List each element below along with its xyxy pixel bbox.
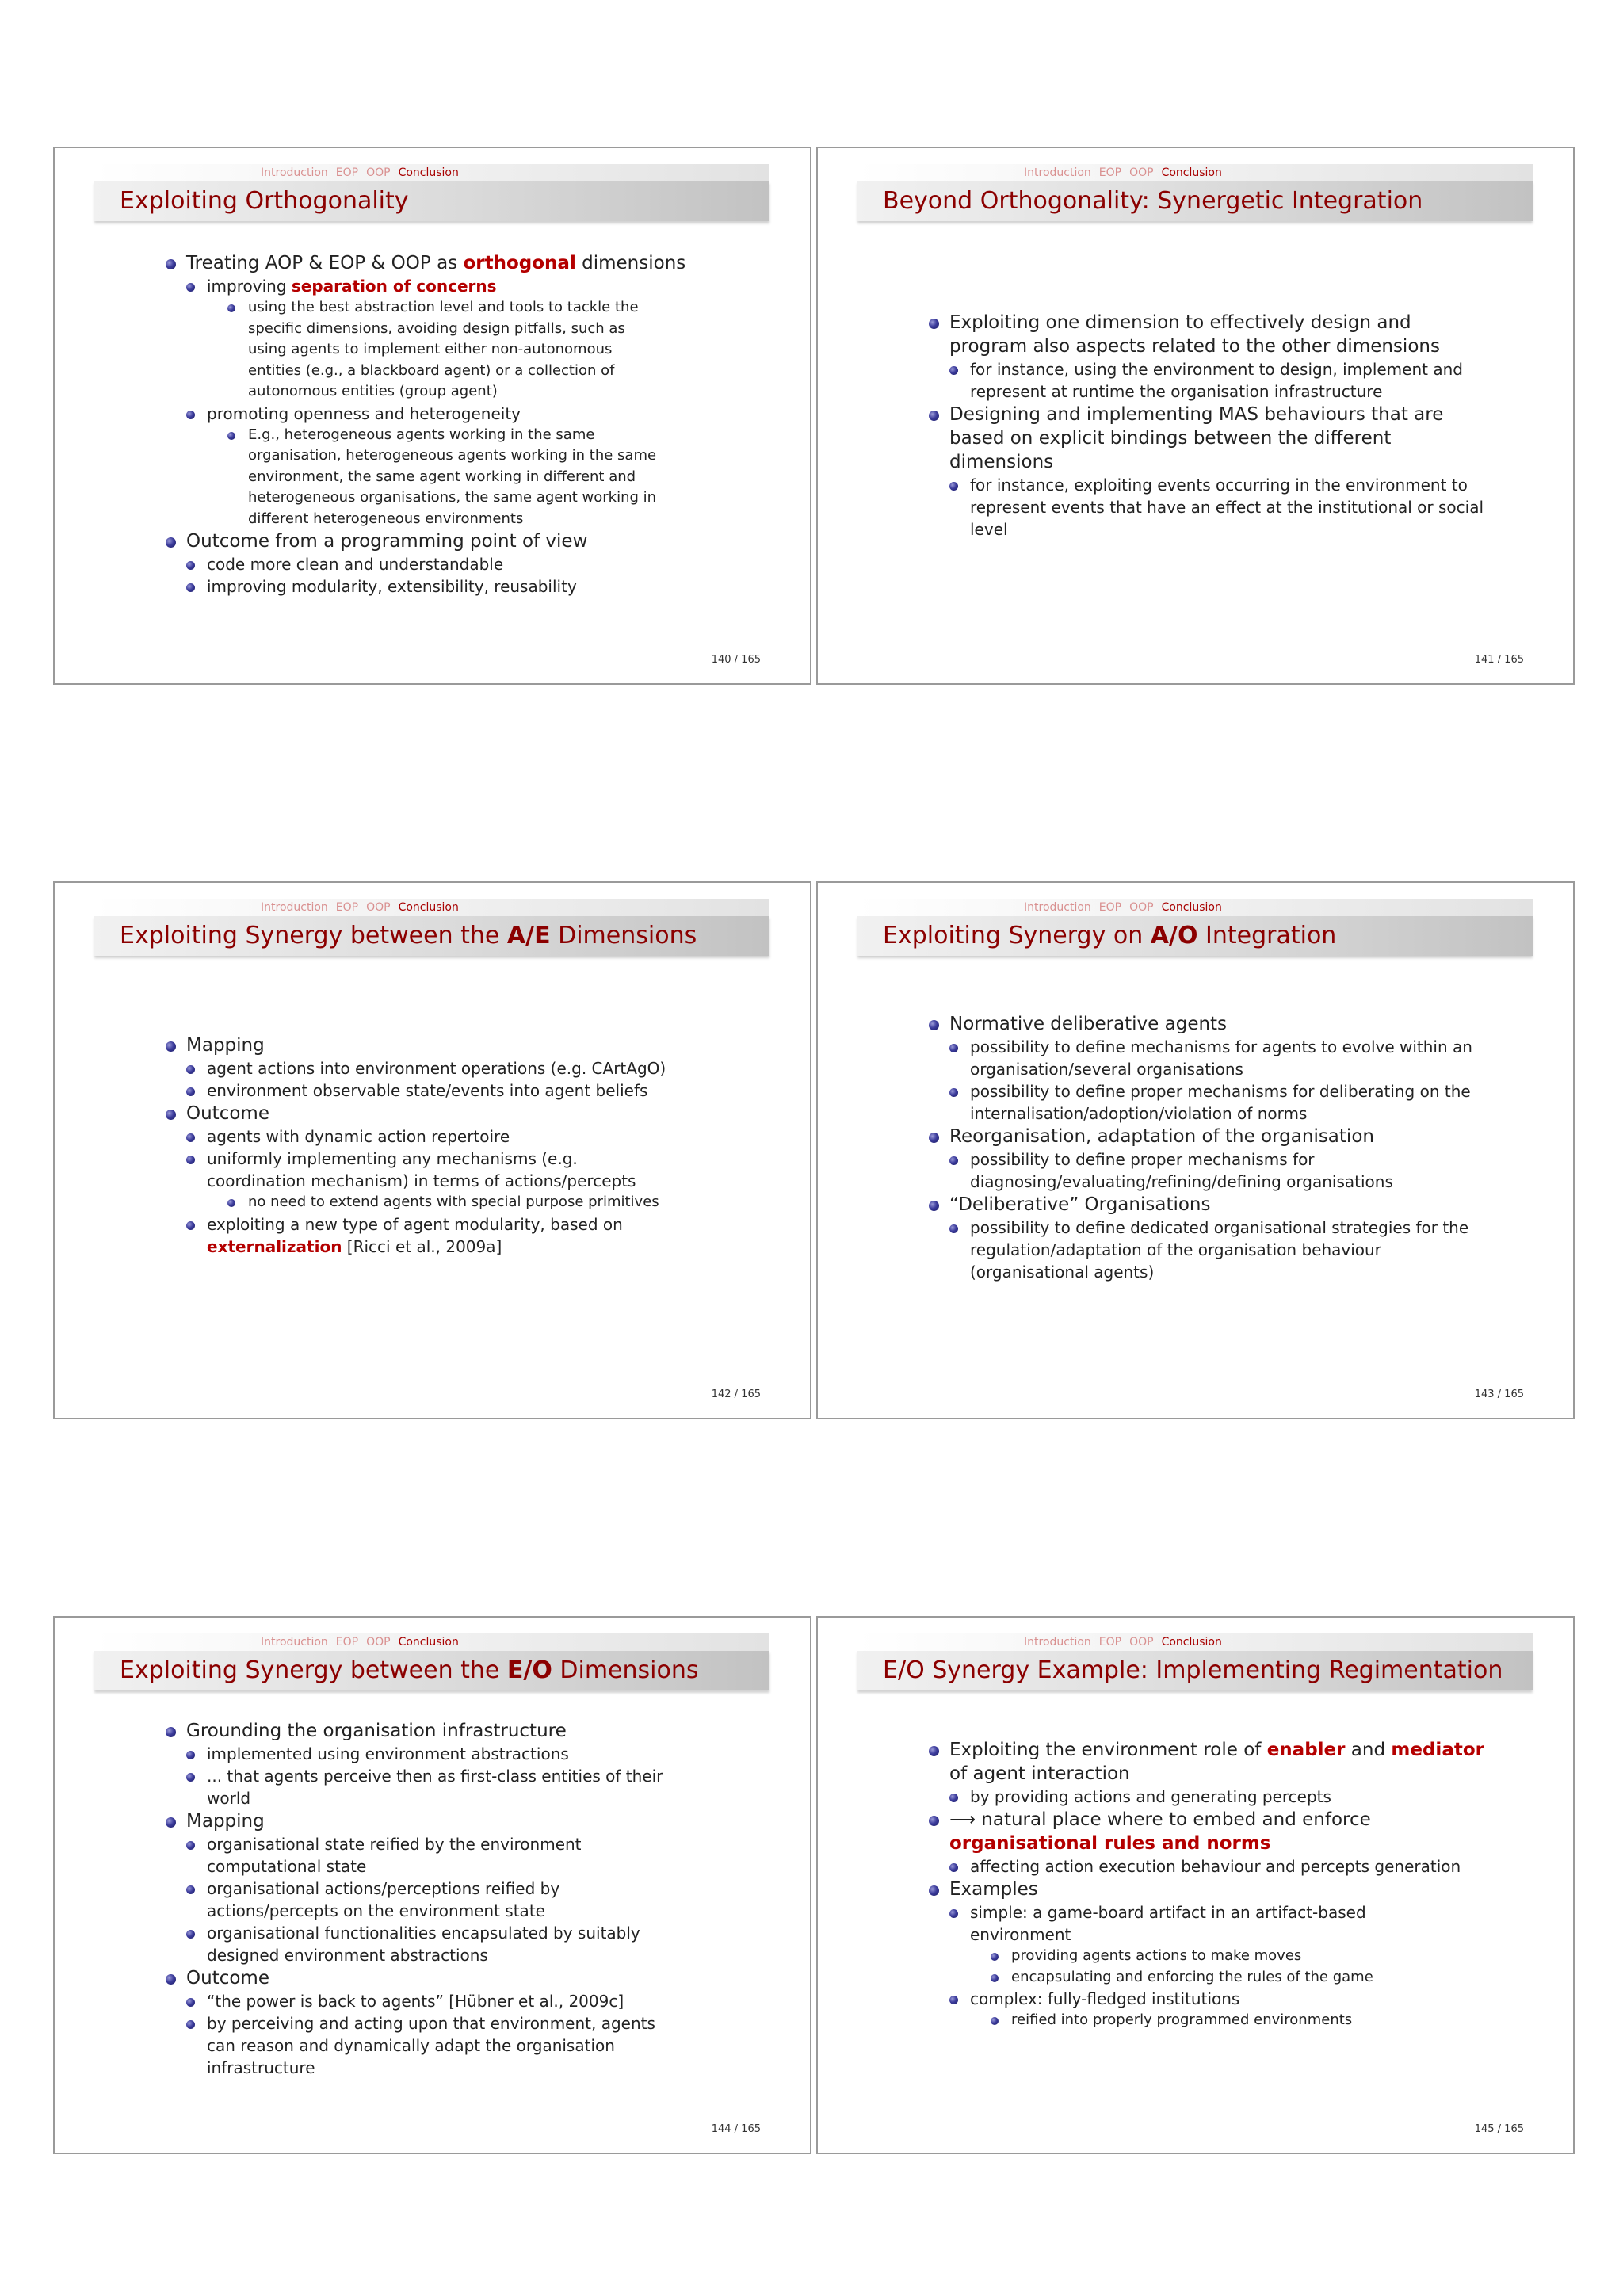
sub-bullet: possibility to define proper mechanisms for deliberating on the internalisation/adoption/violation of norms	[929, 1080, 1491, 1125]
slide-title: Exploiting Orthogonality	[120, 187, 409, 215]
sub-bullet: possibility to define mechanisms for agents to evolve within an organisation/several organisations	[929, 1036, 1491, 1080]
sub-bullet: improving separation of concerns	[166, 275, 768, 297]
sub-bullet: implemented using environment abstractions	[166, 1743, 681, 1765]
sub-bullet: improving modularity, extensibility, reusability	[166, 575, 768, 598]
slide-body	[166, 251, 768, 598]
sub-bullet: organisational state reified by the environment computational state	[166, 1833, 681, 1878]
nav-introduction[interactable]: Introduction	[261, 1636, 328, 1648]
bullet: Exploiting one dimension to effectively design and program also aspects related to the other dimensions	[929, 311, 1491, 358]
page-number: 141 / 165	[1474, 654, 1524, 666]
sub-bullet: by perceiving and acting upon that environment, agents can reason and dynamically adapt the organisation infrastructure	[166, 2012, 681, 2079]
sub-bullet: ... that agents perceive then as first-class entities of their world	[166, 1765, 682, 1809]
sub-sub-bullet: using the best abstraction level and tools to tackle the specific dimensions, avoiding design pitfalls, such as using agents to implement either non-autonomous entities (e.g., a blackboard agent) or a collection of autonomous entities (group agent)	[166, 297, 644, 403]
nav-eop[interactable]: EOP	[335, 1636, 359, 1648]
section-navbar	[857, 899, 1533, 916]
bullet: Mapping	[166, 1809, 681, 1833]
nav-introduction[interactable]: Introduction	[1024, 166, 1091, 179]
bullet: Normative deliberative agents	[929, 1012, 1491, 1036]
sub-sub-bullet: encapsulating and enforcing the rules of the game	[929, 1967, 1491, 1988]
nav-introduction[interactable]: Introduction	[261, 166, 328, 179]
bullet: Mapping	[166, 1033, 705, 1057]
sub-sub-bullet: E.g., heterogeneous agents working in the same organisation, heterogeneous agents working in the same environment, the same agent working in different and heterogeneous organisations, the same agent working in different heterogeneous environments	[166, 425, 692, 530]
slide-body	[929, 311, 1491, 541]
slide-title: Exploiting Synergy on A/O Integration	[883, 922, 1337, 949]
bullet: Outcome from a programming point of view	[166, 529, 768, 553]
nav-oop[interactable]: OOP	[1129, 901, 1154, 914]
nav-conclusion[interactable]: Conclusion	[1161, 1636, 1222, 1648]
slide-title: Exploiting Synergy between the E/O Dimensions	[120, 1656, 699, 1684]
sub-bullet: code more clean and understandable	[166, 553, 768, 575]
slide-body	[166, 1719, 681, 2079]
sub-bullet: organisational functionalities encapsulated by suitably designed environment abstractions	[166, 1922, 682, 1966]
bullet: ⟶ natural place where to embed and enforce organisational rules and norms	[929, 1808, 1393, 1855]
slide-143	[816, 881, 1575, 1419]
nav-oop[interactable]: OOP	[366, 1636, 391, 1648]
slide-title-bar	[857, 1651, 1533, 1690]
nav-introduction[interactable]: Introduction	[1024, 901, 1091, 914]
slide-145	[816, 1616, 1575, 2154]
sub-bullet: for instance, exploiting events occurring in the environment to represent events that have an effect at the institutional or social level	[929, 474, 1491, 541]
nav-oop[interactable]: OOP	[366, 901, 391, 914]
sub-sub-bullet: no need to extend agents with special purpose primitives	[166, 1192, 705, 1213]
bullet: Exploiting the environment role of enabler and mediator of agent interaction	[929, 1738, 1491, 1786]
sub-bullet: by providing actions and generating percepts	[929, 1786, 1491, 1808]
slide-140	[53, 147, 812, 685]
page-number: 143 / 165	[1474, 1389, 1524, 1400]
sub-bullet: complex: fully-fledged institutions	[929, 1988, 1491, 2010]
sub-bullet: promoting openness and heterogeneity	[166, 403, 768, 425]
slide-title-bar	[94, 916, 769, 956]
sub-bullet: possibility to define proper mechanisms for diagnosing/evaluating/refining/defining organisations	[929, 1148, 1461, 1193]
page-number: 144 / 165	[711, 2123, 761, 2135]
sub-bullet: organisational actions/perceptions reified by actions/percepts on the environment state	[166, 1878, 681, 1922]
bullet: Examples	[929, 1878, 1491, 1901]
slide-title-bar	[94, 1651, 769, 1690]
bullet: Reorganisation, adaptation of the organisation	[929, 1125, 1491, 1148]
sub-bullet: simple: a game-board artifact in an artifact-based environment	[929, 1901, 1414, 1946]
section-navbar	[857, 164, 1533, 181]
bullet: Grounding the organisation infrastructure	[166, 1719, 681, 1743]
slide-142	[53, 881, 812, 1419]
page-number: 142 / 165	[711, 1389, 761, 1400]
sub-bullet: agents with dynamic action repertoire	[166, 1125, 705, 1148]
slide-title-bar	[857, 916, 1533, 956]
slide-141	[816, 147, 1575, 685]
nav-oop[interactable]: OOP	[366, 166, 391, 179]
slide-title-bar	[94, 181, 769, 221]
bullet: Designing and implementing MAS behaviours that are based on explicit bindings between the different dimensions	[929, 403, 1491, 474]
nav-eop[interactable]: EOP	[1098, 1636, 1122, 1648]
slide-title: E/O Synergy Example: Implementing Regimentation	[883, 1656, 1503, 1684]
sub-bullet: exploiting a new type of agent modularity, based on externalization [Ricci et al., 2009a]	[166, 1213, 651, 1258]
sub-bullet: environment observable state/events into agent beliefs	[166, 1079, 705, 1102]
sub-sub-bullet: providing agents actions to make moves	[929, 1946, 1491, 1967]
slide-body	[929, 1738, 1491, 2031]
nav-oop[interactable]: OOP	[1129, 166, 1154, 179]
bullet: Outcome	[166, 1966, 681, 1990]
slide-title: Beyond Orthogonality: Synergetic Integration	[883, 187, 1423, 215]
slide-title-bar	[857, 181, 1533, 221]
nav-introduction[interactable]: Introduction	[261, 901, 328, 914]
sub-bullet: for instance, using the environment to design, implement and represent at runtime the organisation infrastructure	[929, 358, 1491, 403]
section-navbar	[857, 1633, 1533, 1651]
nav-introduction[interactable]: Introduction	[1024, 1636, 1091, 1648]
sub-bullet: affecting action execution behaviour and percepts generation	[929, 1855, 1491, 1878]
nav-eop[interactable]: EOP	[1098, 901, 1122, 914]
sub-bullet: uniformly implementing any mechanisms (e.g. coordination mechanism) in terms of actions/percepts	[166, 1148, 666, 1192]
bullet: Treating AOP & EOP & OOP as orthogonal dimensions	[166, 251, 768, 275]
page-number: 145 / 165	[1474, 2123, 1524, 2135]
nav-conclusion[interactable]: Conclusion	[398, 1636, 459, 1648]
sub-bullet: “the power is back to agents” [Hübner et al., 2009c]	[166, 1990, 681, 2012]
nav-conclusion[interactable]: Conclusion	[1161, 901, 1222, 914]
nav-eop[interactable]: EOP	[335, 166, 359, 179]
nav-eop[interactable]: EOP	[1098, 166, 1122, 179]
slide-title: Exploiting Synergy between the A/E Dimensions	[120, 922, 697, 949]
bullet: “Deliberative” Organisations	[929, 1193, 1491, 1217]
slide-144	[53, 1616, 812, 2154]
page-number: 140 / 165	[711, 654, 761, 666]
sub-bullet: possibility to define dedicated organisational strategies for the regulation/adaptation of the organisation behaviour (organisational agents)	[929, 1217, 1491, 1283]
section-navbar	[94, 899, 769, 916]
nav-conclusion[interactable]: Conclusion	[1161, 166, 1222, 179]
nav-conclusion[interactable]: Conclusion	[398, 901, 459, 914]
section-navbar	[94, 1633, 769, 1651]
slide-body	[929, 1012, 1491, 1283]
nav-conclusion[interactable]: Conclusion	[398, 166, 459, 179]
bullet: Outcome	[166, 1102, 705, 1125]
slide-body	[166, 1033, 705, 1258]
nav-oop[interactable]: OOP	[1129, 1636, 1154, 1648]
sub-bullet: agent actions into environment operations (e.g. CArtAgO)	[166, 1057, 705, 1079]
nav-eop[interactable]: EOP	[335, 901, 359, 914]
sub-sub-bullet: reified into properly programmed environments	[929, 2010, 1491, 2031]
section-navbar	[94, 164, 769, 181]
